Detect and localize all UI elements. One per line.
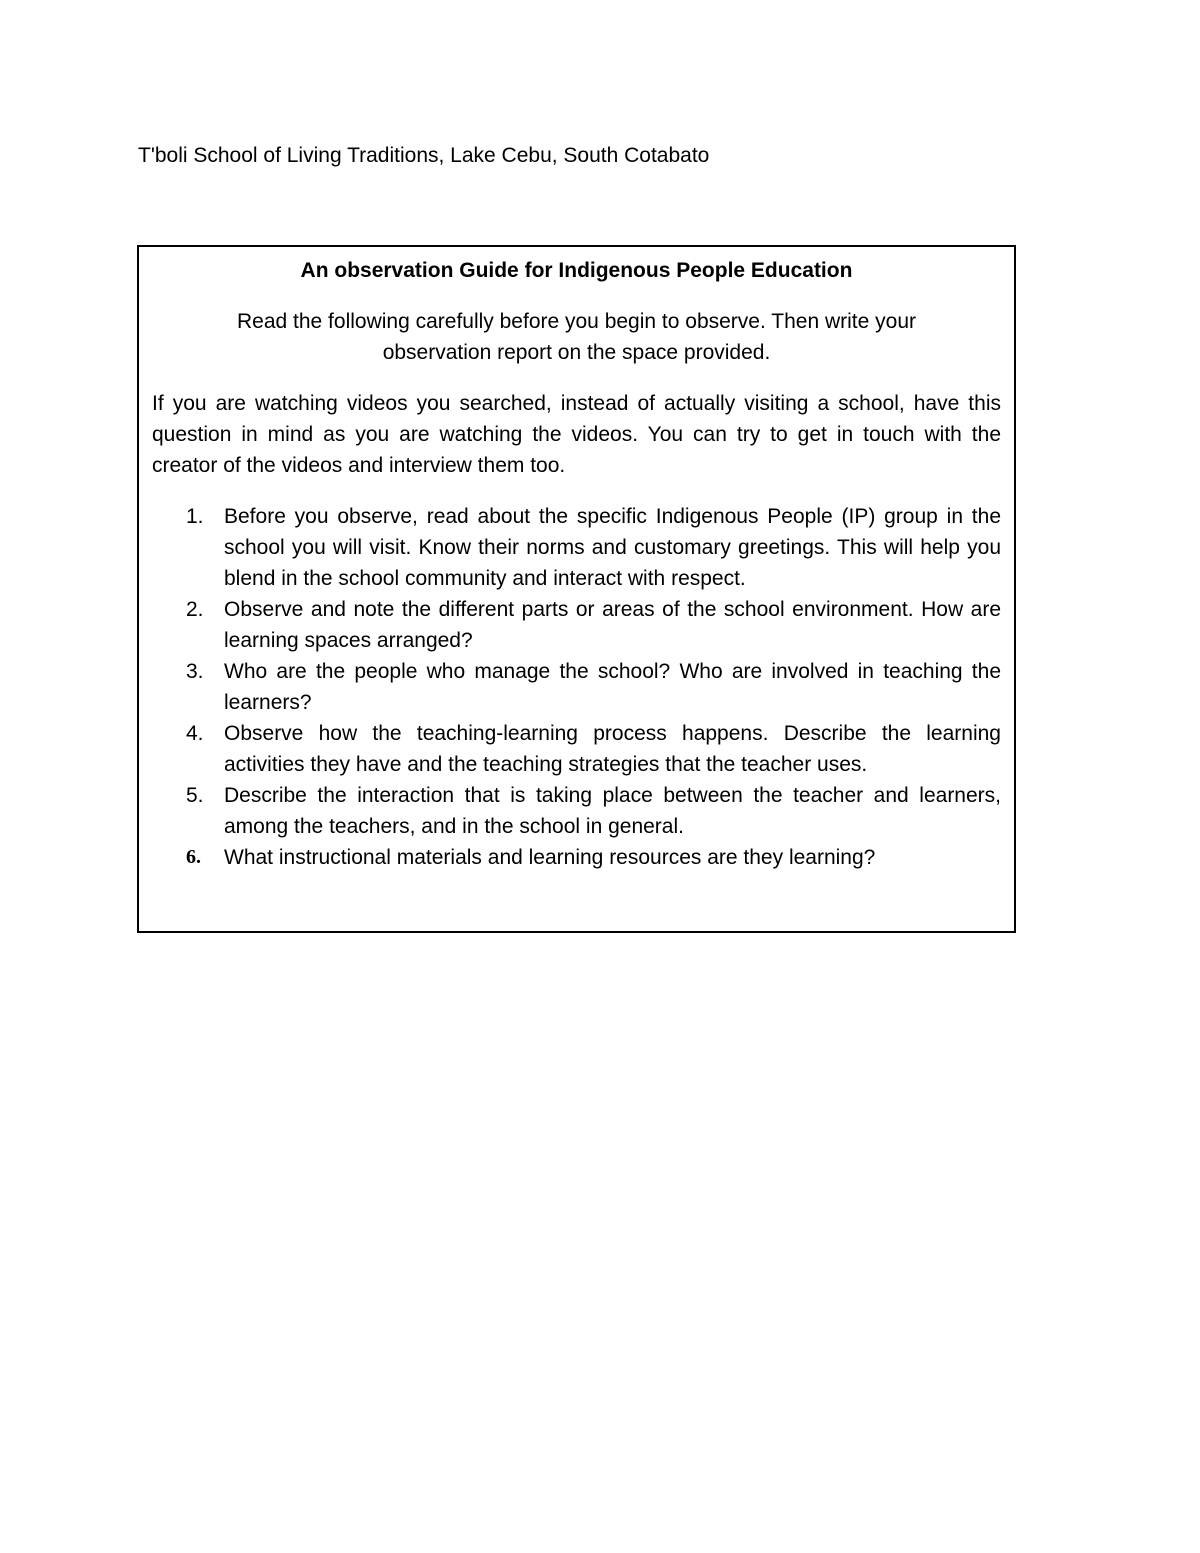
list-item [152,718,1001,780]
step-text: Observe and note the different parts or areas of the school environment. How are learning spaces arranged? [224,598,1001,652]
list-item [152,594,1001,656]
step-text: Before you observe, read about the specific Indigenous People (IP) group in the school you will visit. Know their norms and customary greetings. This will help you blend in the school community and interact with respect. [224,505,1001,590]
list-item [152,842,1001,873]
list-item [152,501,1001,594]
list-item [152,780,1001,842]
guide-note: If you are watching videos you searched, instead of actually visiting a school, have this question in mind as you are watching the videos. You can try to get in touch with the creator of the videos and interview them too. [152,392,1001,477]
step-number: 1. [186,505,204,528]
step-number: 6. [186,846,201,868]
step-text: Describe the interaction that is taking place between the teacher and learners, among the teachers, and in the school in general. [224,784,1001,838]
step-number: 5. [186,784,204,807]
step-number: 2. [186,598,204,621]
guide-intro: Read the following carefully before you begin to observe. Then write your observation report on the space provided. [236,310,916,364]
step-text: Observe how the teaching-learning process happens. Describe the learning activities they have and the teaching strategies that the teacher uses. [224,722,1001,776]
step-text: What instructional materials and learning resources are they learning? [224,846,876,869]
step-number: 4. [186,722,204,745]
page-heading: T'boli School of Living Traditions, Lake Cebu, South Cotabato [138,144,710,167]
step-number: 3. [186,660,204,683]
observation-guide-box [137,245,1016,933]
list-item [152,656,1001,718]
guide-steps-list [152,501,1001,873]
guide-title: An observation Guide for Indigenous People Education [300,259,853,282]
step-text: Who are the people who manage the school? Who are involved in teaching the learners? [224,660,1001,714]
